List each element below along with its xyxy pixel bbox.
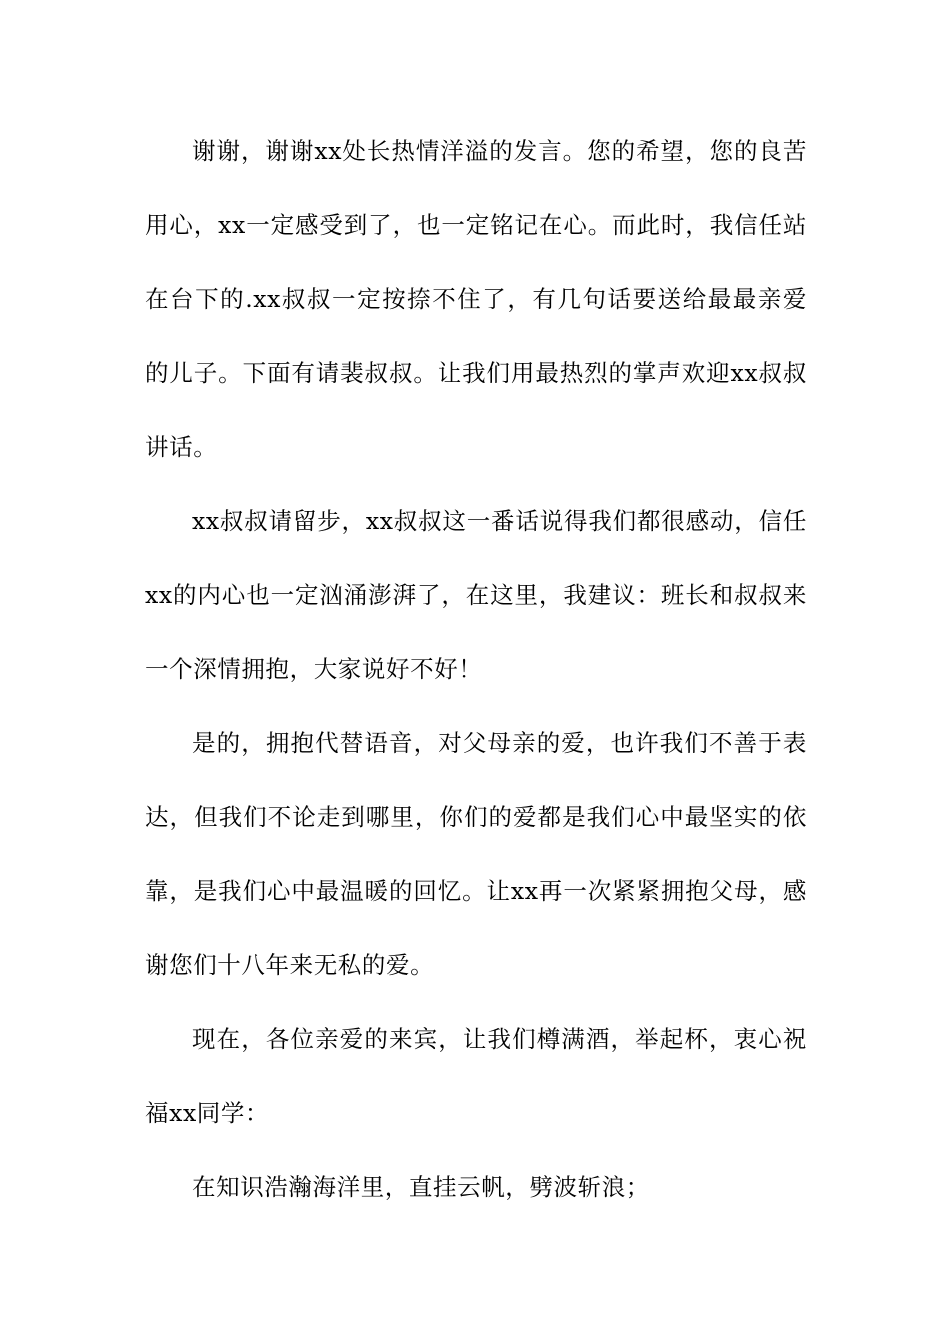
paragraph-2: xx叔叔请留步，xx叔叔这一番话说得我们都很感动，信任xx的内心也一定汹涌澎湃了，在这里，我建议：班长和叔叔来一个深情拥抱，大家说好不好！ xyxy=(145,507,807,683)
document-body xyxy=(145,114,807,1224)
paragraph-5: 在知识浩瀚海洋里，直挂云帆，劈波斩浪； xyxy=(192,1173,650,1201)
paragraph-4: 现在，各位亲爱的来宾，让我们樽满酒，举起杯，衷心祝福xx同学： xyxy=(145,1025,807,1127)
paragraph-1: 谢谢，谢谢xx处长热情洋溢的发言。您的希望，您的良苦用心，xx一定感受到了，也一定铭记在心。而此时，我信任站在台下的.xx叔叔一定按捺不住了，有几句话要送给最最亲爱的儿子。下面有请裴叔叔。让我们用最热烈的掌声欢迎xx叔叔讲话。 xyxy=(145,137,807,461)
paragraph-3: 是的，拥抱代替语音，对父母亲的爱，也许我们不善于表达，但我们不论走到哪里，你们的爱都是我们心中最坚实的依靠，是我们心中最温暖的回忆。让xx再一次紧紧拥抱父母，感谢您们十八年来无私的爱。 xyxy=(145,729,807,979)
